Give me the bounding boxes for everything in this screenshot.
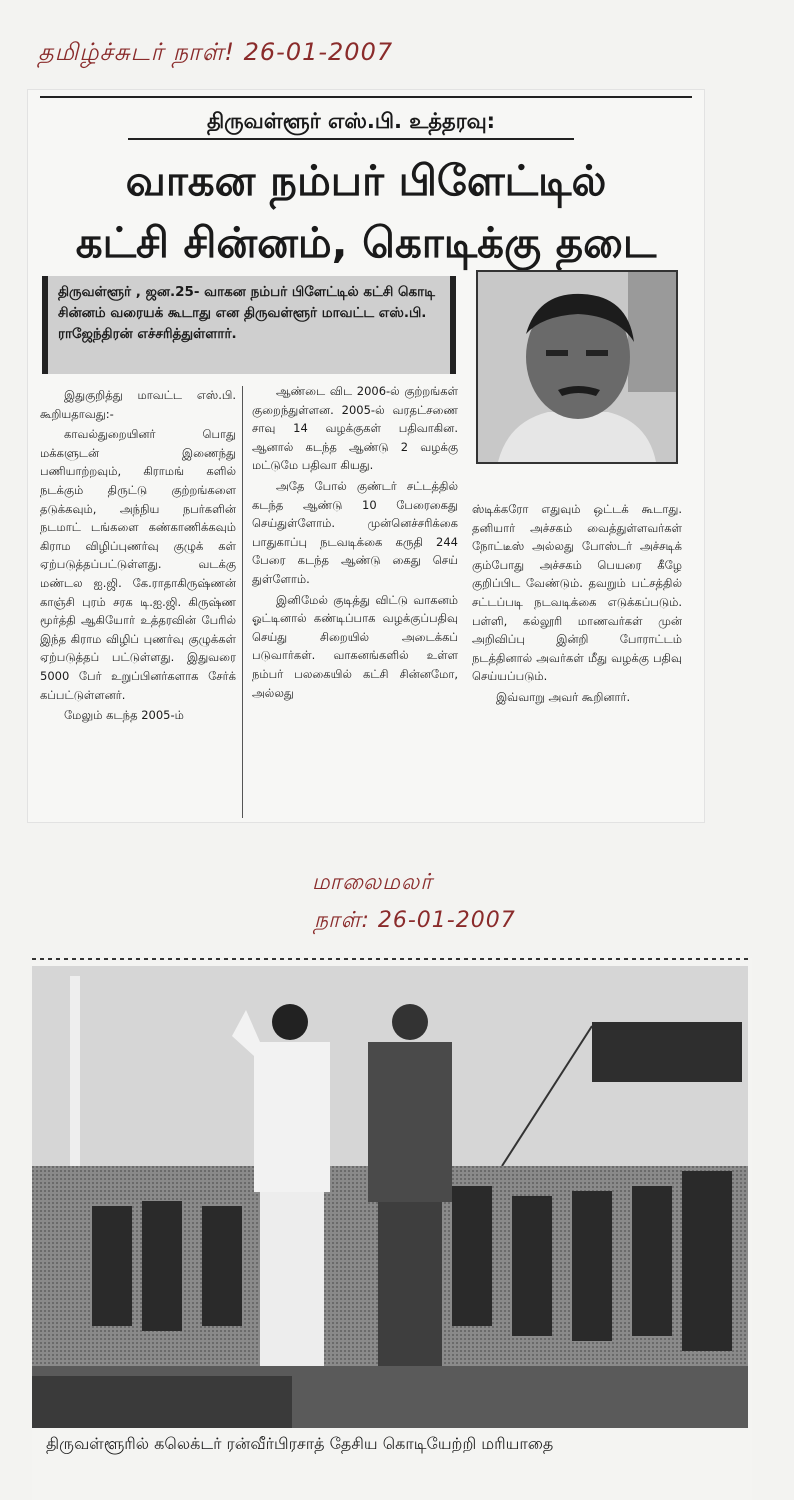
article-column-2: [252, 382, 458, 818]
column-1-paragraph: மேலும் கடந்த 2005-ம்: [64, 708, 184, 723]
ceremony-illustration: [32, 966, 748, 1428]
top-rule: [40, 96, 692, 98]
article-kicker: திருவள்ளூர் எஸ்.பி. உத்தரவு:: [128, 104, 574, 140]
headline-line-2: கட்சி சின்னம், கொடிக்கு தடை: [75, 218, 657, 267]
clipping-edge: [32, 958, 752, 960]
column-3-paragraph: இவ்வாறு அவர் கூறினார்.: [496, 689, 631, 704]
column-1-paragraph: காவல்துறையினர் பொது மக்களுடன் இணைந்து பணியாற்றவும், கிராமங் களில் நடக்கும் திருட்டு குற்றங்களை தடுக்கவும், அந்நிய நபர்களின் நடமாட் டங்களை கண்காணிக்கவும் கிராம விழிப்புணர்வு குழுக் கள் ஏற்படுத்தப்பட்டுள்ளது. வடக்கு மண்டல ஐ.ஜி. கே.ராதாகிருஷ்ணன் காஞ்சி புரம் சரக டி.ஐ.ஜி. கிருஷ்ண மூர்த்தி ஆகியோர் உத்தரவின் பேரில் இந்த கிராம விழிப் புணர்வு குழுக்கள் ஏற்படுத்தப் பட்டுள்ளது. இதுவரை 5000 பேர் உறுப்பினர்களாக சேர்க் கப்பட்டுள்ளனர்.: [40, 427, 236, 702]
photo-caption: திருவள்ளூரில் கலெக்டர் ரன்வீர்பிரசாத் தேசிய கொடியேற்றி மரியாதை: [46, 1434, 554, 1453]
handwritten-paper-name: மாலைமலர்: [312, 870, 433, 895]
article-column-1: [40, 386, 243, 818]
column-1-paragraph: இதுகுறித்து மாவட்ட எஸ்.பி. கூறியதாவது:-: [40, 388, 236, 421]
column-2-paragraph: ஆண்டை விட 2006-ல் குற்றங்கள் குறைந்துள்ளன. 2005-ல் வரதட்சணை சாவு 14 வழக்குகள் பதிவாகின. ஆனால் கடந்த ஆண்டு 2 வழக்கு மட்டுமே பதிவா கியது.: [252, 384, 458, 473]
column-2-paragraph: இனிமேல் குடித்து விட்டு வாகனம் ஓட்டினால் கண்டிப்பாக வழக்குப்பதிவு செய்து சிறையில் அடைக்கப் படுவார்கள். வாகனங்களில் உள்ள நம்பர் பலகையில் கட்சி சின்னமோ, அல்லது: [252, 592, 458, 700]
handwritten-source-note: தமிழ்ச்சுடர் நாள்! 26-01-2007: [38, 38, 394, 66]
handwritten-paper-date: நாள்: 26-01-2007: [314, 908, 516, 933]
article-column-3: [472, 500, 682, 818]
newspaper-clipping-article: [28, 90, 704, 822]
newspaper-clipping-photo: [32, 958, 752, 1500]
column-2-paragraph: அதே போல் குண்டர் சட்டத்தில் கடந்த ஆண்டு 10 பேரைகைது செய்துள்ளோம். முன்னெச்சரிக்கை பாதுகாப்பு நடவடிக்கை கருதி 244 பேரை கடந்த ஆண்டு கைது செய் துள்ளோம்.: [252, 478, 458, 586]
portrait-photo: [476, 270, 678, 464]
portrait-illustration: [478, 272, 676, 462]
flag-hoisting-photo: [32, 966, 748, 1428]
lead-paragraph: திருவள்ளூர் , ஜன.25- வாகன நம்பர் பிளேட்டில் கட்சி கொடி சின்னம் வரையக் கூடாது என திருவள்ளூர் மாவட்ட எஸ்.பி. ராஜேந்திரன் எச்சரித்துள்ளார்.: [42, 276, 456, 374]
headline-line-1: வாகன நம்பர் பிளேட்டில்: [125, 156, 607, 205]
column-3-paragraph: ஸ்டிக்கரோ எதுவும் ஒட்டக் கூடாது. தனியார் அச்சகம் வைத்துள்ளவர்கள் நோட்டீஸ் அல்லது போஸ்டர் அச்சடிக் கும்போது அச்சகம் பெயரை கீழே குறிப்பிட வேண்டும். தவறும் பட்சத்தில் சட்டப்படி நடவடிக்கை எடுக்கப்படும். பள்ளி, கல்லூரி மாணவர்கள் முன் அறிவிப்பு இன்றி போராட்டம் நடத்தினால் அவர்கள் மீது வழக்கு பதிவு செய்யப்படும்.: [472, 502, 682, 684]
